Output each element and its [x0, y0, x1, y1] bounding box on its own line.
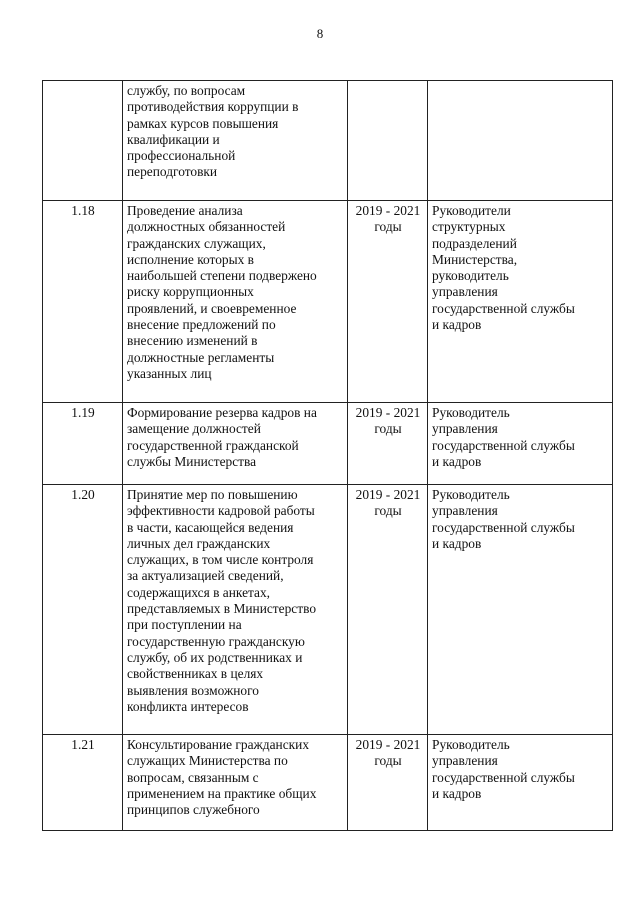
table-row: [43, 485, 613, 735]
term-cell: 2019 - 2021 годы: [348, 201, 428, 403]
responsible-cell: Руководитель управления государственной службы и кадров: [428, 485, 613, 735]
row-number: 1.20: [43, 485, 123, 735]
responsible-cell: Руководители структурных подразделений Министерства, руководитель управления государственной службы и кадров: [428, 201, 613, 403]
responsible-cell: Руководитель управления государственной службы и кадров: [428, 403, 613, 485]
measures-table: [42, 80, 613, 831]
activity-cell: Проведение анализа должностных обязанностей гражданских служащих, исполнение которых в наибольшей степени подвержено риску коррупционных проявлений, и своевременное внесение предложений по внесению изменений в должностные регламенты указанных лиц: [123, 201, 348, 403]
row-number: 1.19: [43, 403, 123, 485]
page-number: 8: [316, 26, 324, 41]
table-row: [43, 403, 613, 485]
row-number: 1.21: [43, 735, 123, 831]
row-number: [43, 81, 123, 201]
activity-cell: Принятие мер по повышению эффективности кадровой работы в части, касающейся ведения личных дел гражданских служащих, в том числе контроля за актуализацией сведений, содержащихся в анкетах, представляемых в Министерство при поступлении на государственную гражданскую службу, об их родственниках и свойственниках в целях выявления возможного конфликта интересов: [123, 485, 348, 735]
responsible-cell: Руководитель управления государственной службы и кадров: [428, 735, 613, 831]
term-cell: 2019 - 2021 годы: [348, 403, 428, 485]
table-row: [43, 201, 613, 403]
activity-cell: службу, по вопросам противодействия коррупции в рамках курсов повышения квалификации и профессиональной переподготовки: [123, 81, 348, 201]
activity-cell: Консультирование гражданских служащих Министерства по вопросам, связанным с применением на практике общих принципов служебного: [123, 735, 348, 831]
table-row: [43, 735, 613, 831]
responsible-cell: [428, 81, 613, 201]
term-cell: 2019 - 2021 годы: [348, 485, 428, 735]
term-cell: [348, 81, 428, 201]
row-number: 1.18: [43, 201, 123, 403]
activity-cell: Формирование резерва кадров на замещение должностей государственной гражданской службы Министерства: [123, 403, 348, 485]
term-cell: 2019 - 2021 годы: [348, 735, 428, 831]
table-row: [43, 81, 613, 201]
